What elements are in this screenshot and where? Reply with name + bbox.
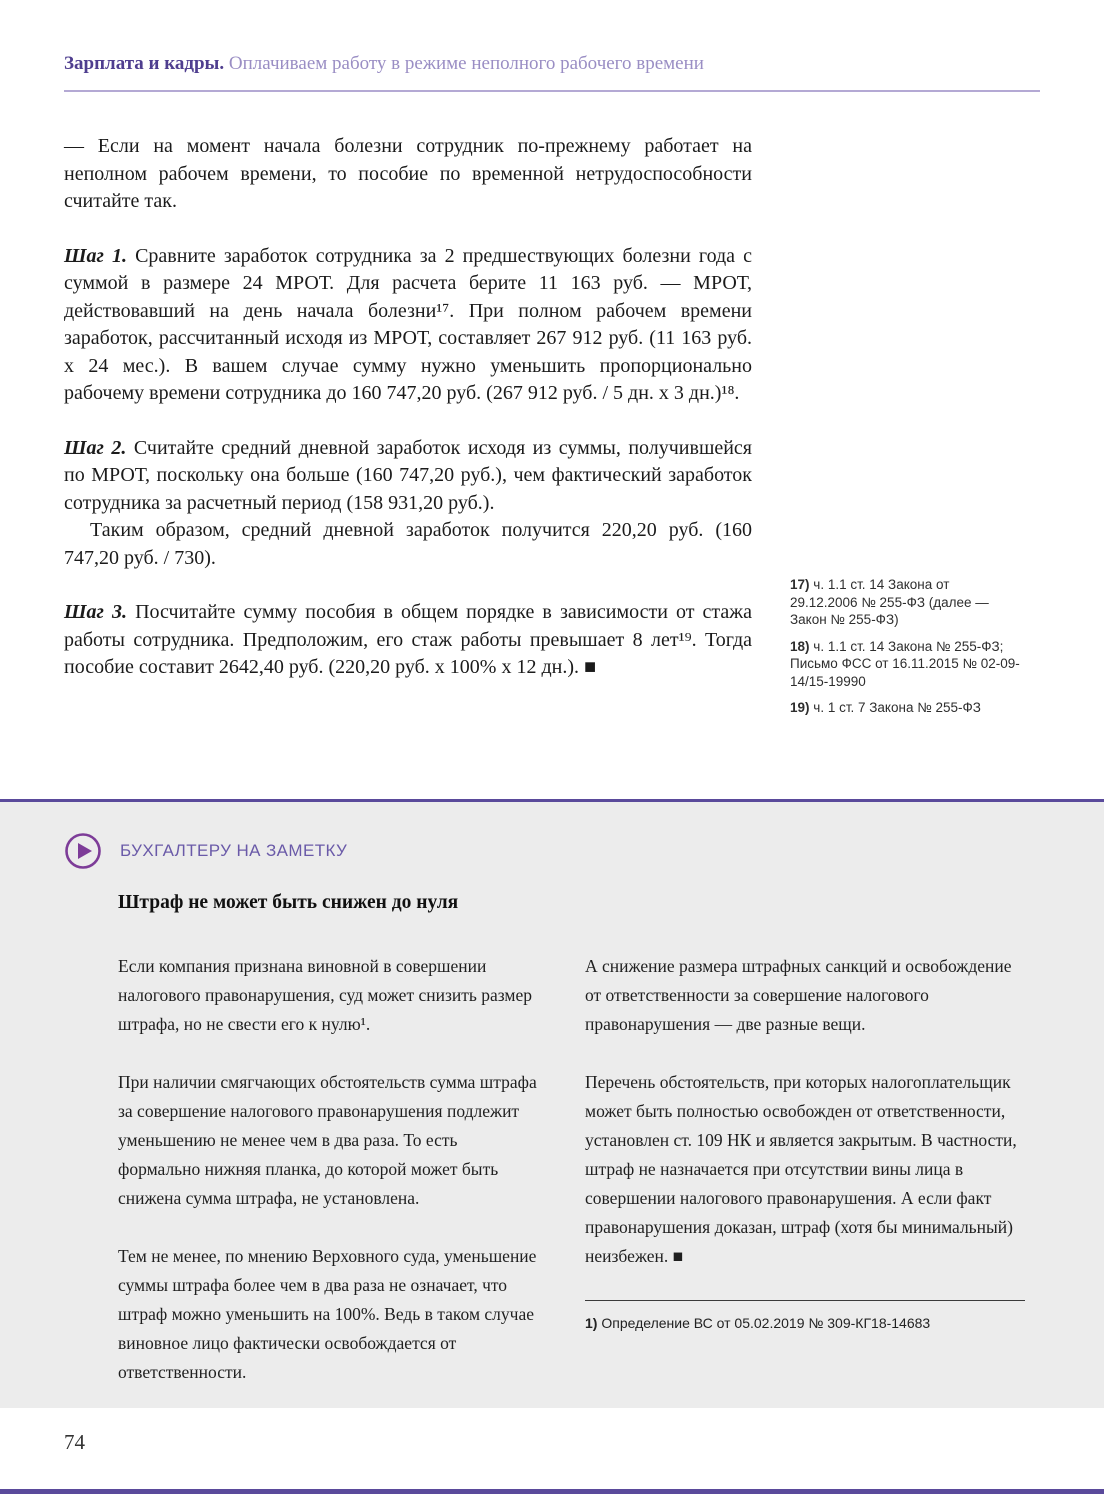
step-text-1: Сравните заработок сотрудника за 2 предшествующих болезни года с суммой в размере 24 МРОТ. Для расчета берите 11 163 руб. — МРОТ, действовавший на день начала болезни¹⁷. При полном рабочем времени заработок, рассчитанный исходя из МРОТ, составляет 267 912 руб. (11 163 руб. х 24 мес.). В вашем случае сумму нужно уменьшить пропорционально рабочему времени сотрудника до 160 747,20 руб. (267 912 руб. / 5 дн. х 3 дн.)¹⁸. — [64, 244, 753, 404]
note-box — [0, 799, 1104, 1408]
step-text-3: Посчитайте сумму пособия в общем порядке в зависимости от стажа работы сотрудника. Предположим, его стаж работы превышает 8 лет¹⁹. Тогда пособие составит 2642,40 руб. (220,20 руб. х 100% х 12 дн.). ■ — [64, 601, 752, 678]
step-label-1: Шаг 1. — [64, 244, 127, 267]
note-paragraph: Перечень обстоятельств, при которых налогоплательщик может быть полностью освобожден от ответственности, установлен ст. 109 НК и является закрытым. В частности, штраф не назначается при отсутствии вины лица в совершении налогового правонарушения. А если факт правонарушения доказан, штраф (хотя бы минимальный) неизбежен. ■ — [585, 1072, 1017, 1266]
note-footnote — [585, 1314, 1025, 1332]
note-column-left — [118, 952, 543, 1416]
note-footnote-divider — [585, 1300, 1025, 1301]
footnote-number-19: 19) — [790, 700, 810, 715]
note-column-right — [585, 952, 1025, 1416]
footnote-text-19: ч. 1 ст. 7 Закона № 255-ФЗ — [813, 700, 981, 715]
note-paragraph: Если компания признана виновной в совершении налогового правонарушения, суд может снизить размер штрафа, но не свести его к нулю¹. — [118, 956, 533, 1034]
article-body — [64, 133, 752, 709]
rubric-label: Зарплата и кадры. — [64, 53, 225, 74]
article-subtitle: Оплачиваем работу в режиме неполного рабочего времени — [228, 53, 704, 74]
footnote-text-18: ч. 1.1 ст. 14 Закона № 255-ФЗ; Письмо ФСС от 16.11.2015 № 02-09-14/15-19990 — [790, 638, 1020, 689]
footnote-number-18: 18) — [790, 638, 810, 654]
footnote-number-17: 17) — [790, 577, 810, 592]
note-paragraph: А снижение размера штрафных санкций и освобождение от ответственности за совершение налогового правонарушения — две разные вещи. — [585, 956, 1012, 1034]
footnote-item-19 — [790, 699, 1020, 717]
note-kicker: БУХГАЛТЕРУ НА ЗАМЕТКУ — [120, 841, 348, 860]
step-label-3: Шаг 3. — [64, 601, 127, 623]
note-footnote-text: Определение ВС от 05.02.2019 № 309-КГ18-14683 — [601, 1315, 931, 1331]
intro-paragraph: — Если на момент начала болезни сотрудник по-прежнему работает на неполном рабочем времени, то пособие по временной нетрудоспособности считайте так. — [64, 135, 752, 212]
step-paragraph-2-continued: Таким образом, средний дневной заработок получится 220,20 руб. (160 747,20 руб. / 730). — [64, 519, 752, 569]
play-icon — [64, 832, 102, 870]
footnote-item-17 — [790, 576, 1020, 629]
footnote-text-17: ч. 1.1 ст. 14 Закона от 29.12.2006 № 255-ФЗ (далее — Закон № 255-ФЗ) — [790, 577, 989, 627]
step-text-2: Считайте средний дневной заработок исходя из суммы, получившейся по МРОТ, поскольку она больше (160 747,20 руб.), чем фактический заработок сотрудника за расчетный период (158 931,20 руб.). — [64, 436, 752, 514]
note-title: Штраф не может быть снижен до нуля — [118, 892, 459, 913]
footnote-item-18 — [790, 638, 1020, 691]
note-paragraph: При наличии смягчающих обстоятельств сумма штрафа за совершение налогового правонарушения подлежит уменьшению не менее чем в два раза. То есть формально нижняя планка, до которой может быть снижена сумма штрафа, не установлена. — [118, 1072, 537, 1208]
note-columns — [118, 952, 1025, 1416]
margin-footnotes — [790, 576, 1020, 726]
page-number: 74 — [64, 1430, 85, 1454]
step-paragraph-1 — [64, 243, 752, 408]
header-divider — [64, 90, 1040, 92]
note-paragraph: Тем не менее, по мнению Верховного суда, уменьшение суммы штрафа более чем в два раза не означает, что штраф можно уменьшить на 100%. Ведь в таком случае виновное лицо фактически освобождается от ответственности. — [118, 1246, 537, 1382]
bottom-rule — [0, 1489, 1104, 1494]
step-paragraph-2 — [64, 435, 752, 518]
note-box-header — [64, 832, 347, 870]
note-footnote-number: 1) — [585, 1315, 598, 1331]
step-label-2: Шаг 2. — [64, 436, 127, 459]
page-header — [64, 52, 1040, 76]
step-paragraph-3 — [64, 599, 752, 682]
